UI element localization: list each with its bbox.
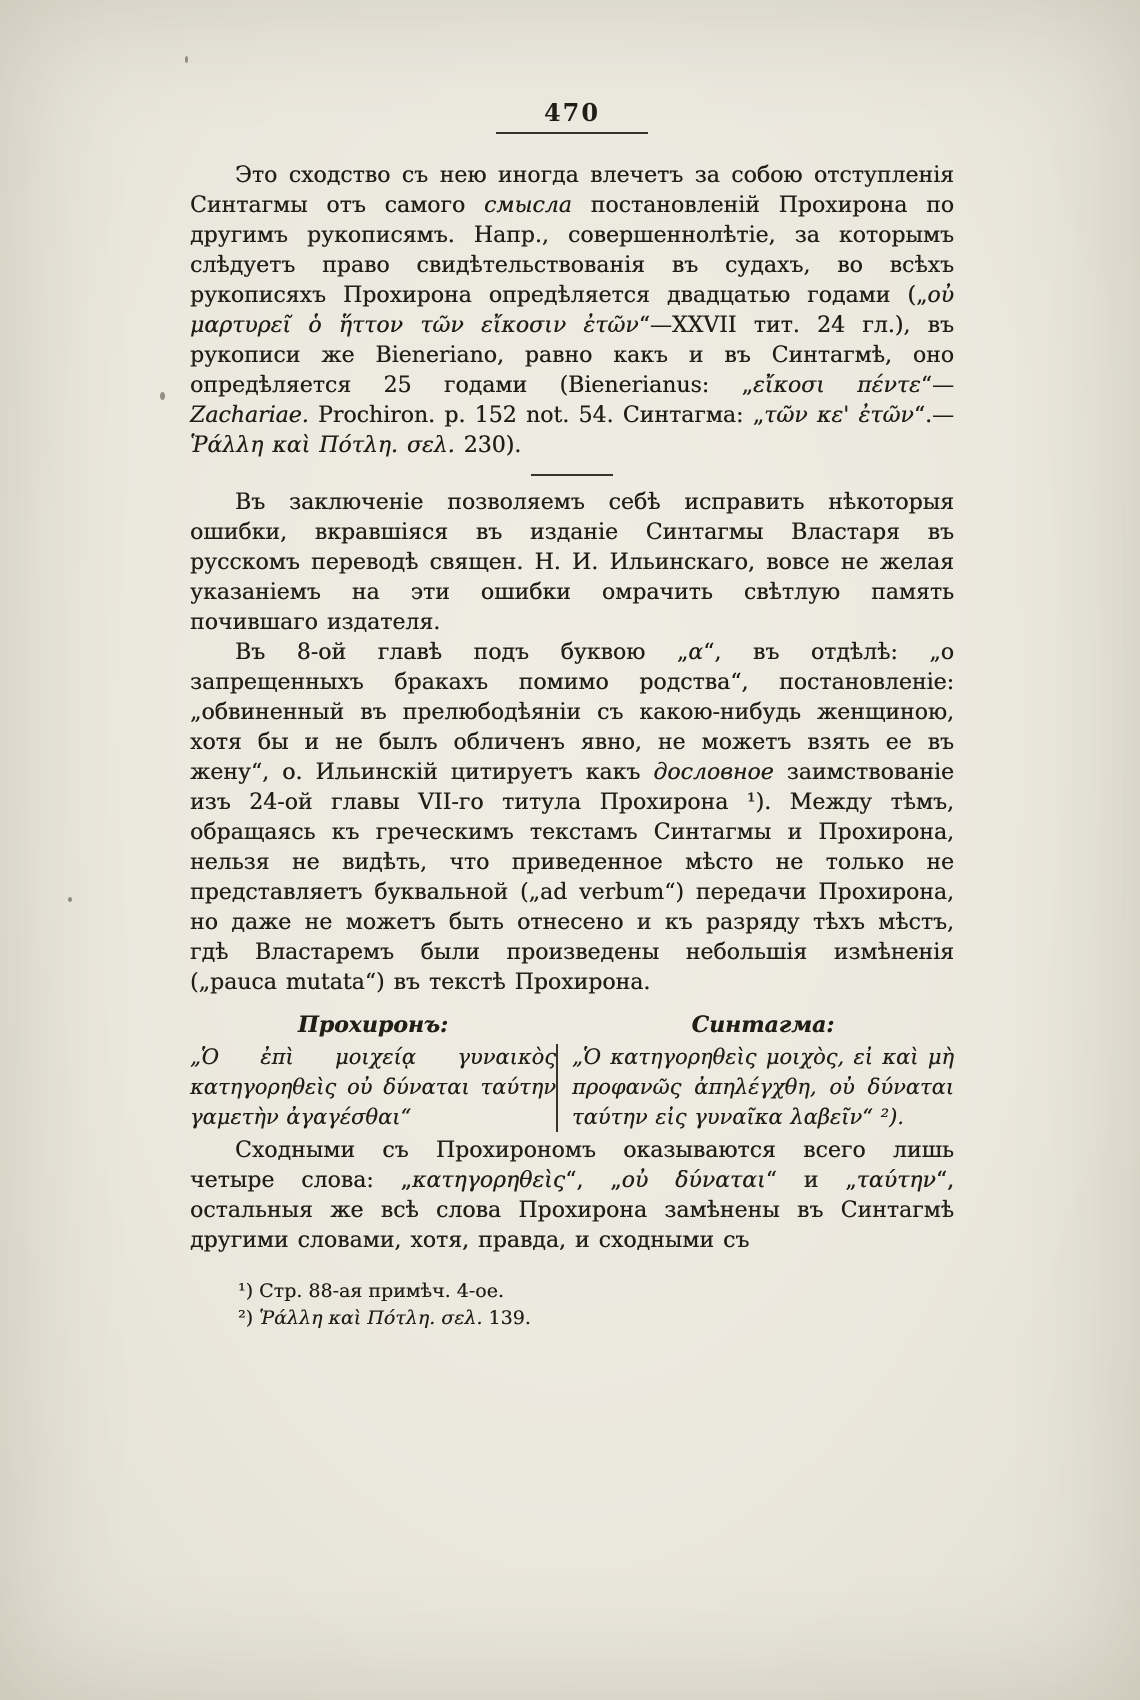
footnote-2: ²) Ῥάλλη καὶ Πότλη. σελ. 139. [238,1307,531,1329]
section-divider [531,474,613,476]
scan-artifact [68,897,72,902]
prochiron-quote: „Ὁ ἐπὶ μοιχείᾳ γυναικὸς κατηγορηθεὶς οὐ δύναται ταύτην γαμετὴν ἀγαγέσθαι“ [190,1045,556,1129]
scan-artifact [185,56,188,63]
paragraph-chapter8-errors: Въ 8-ой главѣ подъ буквою „α“, въ отдѣлѣ: „о запрещенныхъ бракахъ помимо родства“, постановленіе: „обвиненный въ прелюбодѣяніи съ какою-нибудь женщиною, хотя бы и не былъ обличенъ явно, не можетъ взять ее въ жену“, о. Ильинскій цитируетъ какъ дословное заимствованіе изъ 24-ой главы VII-го титула Прохирона ¹). Между тѣмъ, обращаясь къ греческимъ текстамъ Синтагмы и Прохирона, нельзя не видѣть, что приведенное мѣсто не только не представляетъ буквальной („ad verbum“) передачи Прохирона, но даже не можетъ быть отнесено и къ разряду тѣхъ мѣстъ, гдѣ Властаремъ были произведены небольшія измѣненія („pauca mutata“) въ текстѣ Прохирона. [190,640,954,995]
paragraph-conclusion-note: Въ заключеніе позволяемъ себѣ исправить нѣкоторыя ошибки, вкравшіяся въ изданіе Синтагмы Властаря въ русскомъ переводѣ священ. Н. И. Ильинскаго, вовсе не желая указаніемъ на эти ошибки омрачить свѣтлую память почившаго издателя. [190,490,954,635]
scan-artifact [160,392,165,400]
footnotes-section [190,1278,954,1332]
syntagma-column [558,1008,954,1132]
page-header [190,98,954,134]
syntagma-column-header: Синтагма: [691,1012,835,1038]
paragraph-similarity-intro: Это сходство съ нею иногда влечетъ за собою отступленія Синтагмы отъ самого смысла постановленій Прохирона по другимъ рукописямъ. Напр., совершеннолѣтіе, за которымъ слѣдуетъ право свидѣтельствованія въ судахъ, во всѣхъ рукописяхъ Прохирона опредѣляется двадцатью годами („οὐ μαρτυρεῖ ὁ ἥττον τῶν εἴκοσιν ἐτῶν“—XXVII тит. 24 гл.), въ рукописи же Bieneriano, равно какъ и въ Синтагмѣ, оно опредѣляется 25 годами (Bienerianus: „εἴκοσι πέντε“—Zachariae. Prochiron. p. 152 not. 54. Синтагма: „τῶν κε' ἐτῶν“.—Ῥάλλη καὶ Πότλη. σελ. 230). [190,163,955,458]
page-number-rule [496,132,648,134]
page-number: 470 [543,98,601,127]
paragraph-similar-words: Сходными съ Прохирономъ оказываются всего лишь четыре слова: „κατηγορηθεὶς“, „οὐ δύναται“ и „ταύτην“, остальныя же всѣ слова Прохирона замѣнены въ Синтагмѣ другими словами, хотя, правда, и сходными съ [190,1138,955,1253]
text-column [190,98,954,1332]
syntagma-quote: „Ὁ κατηγορηθεὶς μοιχὸς, εἰ καὶ μὴ προφανῶς ἀπηλέγχθη, οὐ δύναται ταύτην εἰς γυναῖκα λαβεῖν“ ²). [572,1045,954,1129]
prochiron-column-header: Прохиронъ: [297,1012,449,1038]
body-text [190,161,954,1332]
comparison-section [190,1008,954,1132]
prochiron-column [190,1008,556,1132]
footnote-1: ¹) Стр. 88-ая примѣч. 4-ое. [238,1280,504,1302]
